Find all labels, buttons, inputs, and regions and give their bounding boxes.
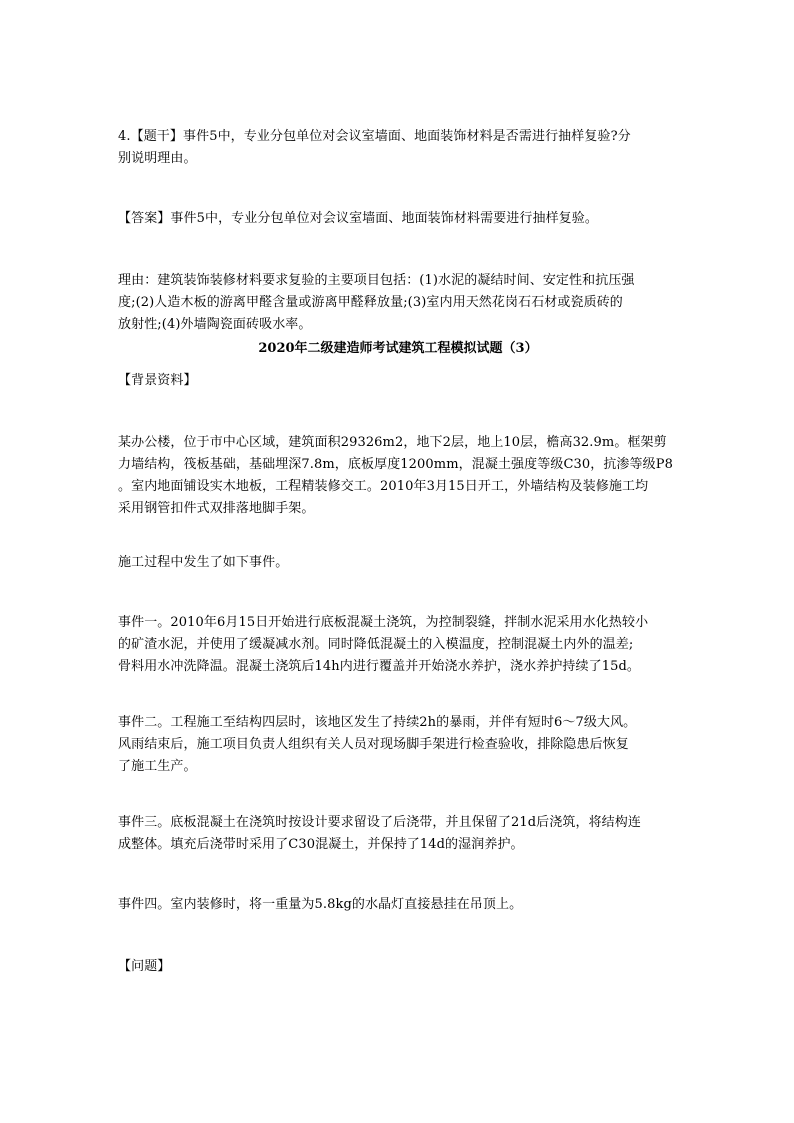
question-4	[118, 126, 678, 170]
text-line: 的矿渣水泥，并使用了缓凝减水剂。同时降低混凝土的入模温度，控制混凝土内外的温差;	[118, 637, 634, 652]
exam-title: 2020年二级建造师考试建筑工程模拟试题（3）	[258, 341, 538, 356]
event-3	[118, 812, 678, 856]
event-1	[118, 612, 678, 678]
text-line: 采用钢管扣件式双排落地脚手架。	[118, 501, 315, 516]
event-4	[118, 894, 678, 916]
text-line: 理由：建筑装饰装修材料要求复验的主要项目包括：(1)水泥的凝结时间、安定性和抗压强	[118, 273, 635, 288]
text-line: 。室内地面铺设实木地板，工程精装修交工。2010年3月15日开工，外墙结构及装修施工均	[118, 479, 649, 494]
text-line: 放射性;(4)外墙陶瓷面砖吸水率。	[118, 317, 312, 332]
answer-4	[118, 208, 678, 230]
text-line: 别说明理由。	[118, 151, 197, 166]
background-heading	[118, 370, 678, 392]
event-2	[118, 712, 678, 778]
text-line: 事件二。工程施工至结构四层时，该地区发生了持续2h的暴雨，并伴有短时6～7级大风。	[118, 715, 637, 730]
text-line: 骨料用水冲洗降温。混凝土浇筑后14h内进行覆盖并开始浇水养护，浇水养护持续了15d。	[118, 659, 640, 674]
reason-4	[118, 270, 678, 336]
text-line: 4.【题干】事件5中，专业分包单位对会议室墙面、地面装饰材料是否需进行抽样复验?分	[118, 129, 631, 144]
text-line: 度;(2)人造木板的游离甲醛含量或游离甲醛释放量;(3)室内用天然花岗石石材或瓷质砖的	[118, 295, 623, 310]
text-line: 某办公楼，位于市中心区域，建筑面积29326m2，地下2层，地上10层，檐高32.9m。框架剪	[118, 435, 667, 450]
events-intro	[118, 552, 678, 574]
text-line: 事件四。室内装修时，将一重量为5.8kg的水晶灯直接悬挂在吊顶上。	[118, 897, 523, 912]
text-line: 风雨结束后，施工项目负责人组织有关人员对现场脚手架进行检查验收，排除隐患后恢复	[118, 737, 629, 752]
questions-heading	[118, 956, 678, 978]
text-line: 事件一。2010年6月15日开始进行底板混凝土浇筑，为控制裂缝，拌制水泥采用水化热较小	[118, 615, 649, 630]
section-heading: 【问题】	[118, 959, 171, 974]
background-text	[118, 432, 678, 520]
text-line: 事件三。底板混凝土在浇筑时按设计要求留设了后浇带，并且保留了21d后浇筑，将结构连	[118, 815, 641, 830]
text-line: 力墙结构，筏板基础，基础埋深7.8m，底板厚度1200mm，混凝土强度等级C30，抗渗等级P8	[118, 457, 673, 472]
text-line: 了施工生产。	[118, 759, 197, 774]
text-line: 施工过程中发生了如下事件。	[118, 555, 289, 570]
section-heading: 【背景资料】	[118, 373, 197, 388]
text-line: 成整体。填充后浇带时采用了C30混凝土，并保持了14d的湿润养护。	[118, 837, 524, 852]
text-line: 【答案】事件5中，专业分包单位对会议室墙面、地面装饰材料需要进行抽样复验。	[118, 211, 598, 226]
